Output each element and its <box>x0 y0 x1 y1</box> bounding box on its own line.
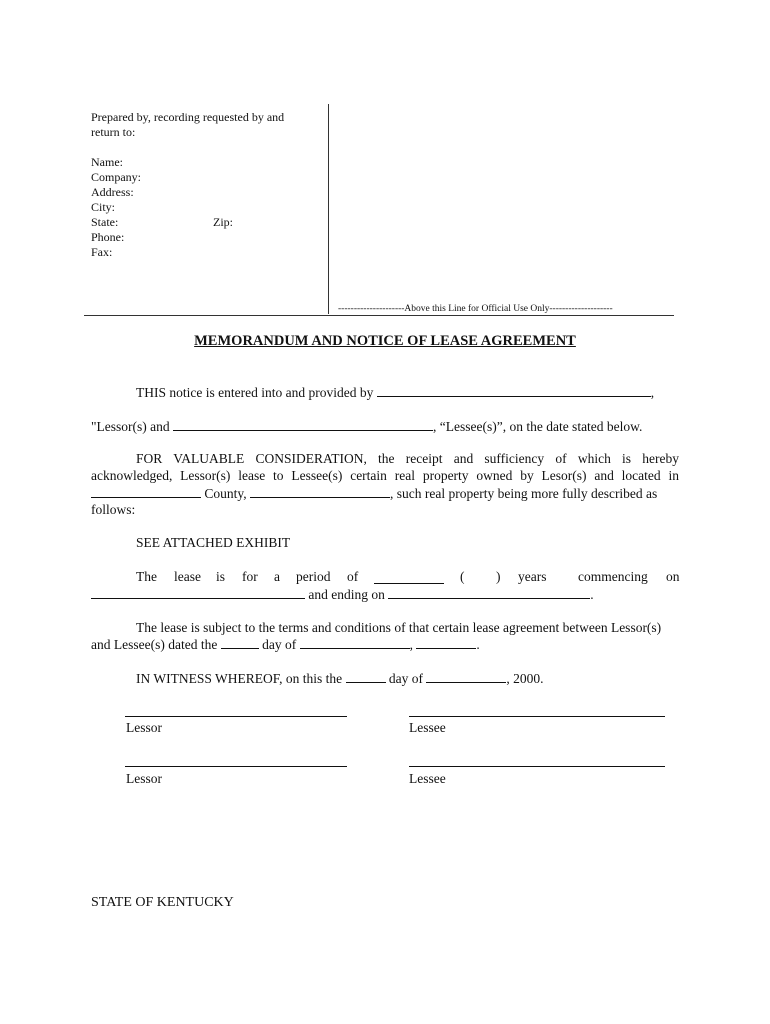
period-word-the: The <box>136 569 157 584</box>
witness-text: IN WITNESS WHEREOF, on this the <box>136 671 343 686</box>
period-word-for: for <box>242 569 258 584</box>
see-attached-exhibit: SEE ATTACHED EXHIBIT <box>136 535 291 550</box>
field-zip-label: Zip: <box>213 215 233 229</box>
witness-line <box>136 670 544 687</box>
county-label: County, <box>204 486 247 501</box>
lessor-label-1: Lessor <box>126 720 162 735</box>
lessor-text: "Lessor(s) and <box>91 419 170 434</box>
consideration-line-3 <box>91 485 657 502</box>
period-word-is: is <box>216 569 226 584</box>
lessee-signature-line-2[interactable] <box>409 766 665 767</box>
lessor-name-blank[interactable] <box>377 384 651 397</box>
consideration-line-4: follows: <box>91 502 136 517</box>
header-divider-horizontal <box>84 315 674 316</box>
period-word-period: period <box>296 569 331 584</box>
period-on: on <box>666 569 680 584</box>
prepared-by-line-2: return to: <box>91 125 136 139</box>
state-heading: STATE OF KENTUCKY <box>91 895 234 910</box>
lessor-signature-line-1[interactable] <box>125 716 347 717</box>
notice-text: THIS notice is entered into and provided by <box>136 385 374 400</box>
lessee-text: , “Lessee(s)”, on the date stated below. <box>433 419 643 434</box>
field-address-label: Address: <box>91 185 134 199</box>
prepared-by-line-1: Prepared by, recording requested by and <box>91 110 285 124</box>
field-name-label: Name: <box>91 155 123 169</box>
field-city-label: City: <box>91 200 116 214</box>
commencing-date-blank[interactable] <box>91 586 305 599</box>
subject-line-2 <box>91 636 480 653</box>
notice-line <box>136 384 654 401</box>
consideration-line-1: FOR VALUABLE CONSIDERATION, the receipt and sufficiency of which is hereby <box>136 451 679 466</box>
county-blank[interactable] <box>91 485 201 498</box>
period-word-of: of <box>347 569 359 584</box>
consideration-line-3-text: , such real property being more fully described as <box>390 486 658 501</box>
subject-period: . <box>476 637 480 652</box>
field-fax-label: Fax: <box>91 245 113 259</box>
witness-month-blank[interactable] <box>426 670 506 683</box>
witness-year: , 2000. <box>506 671 544 686</box>
period-paren-open: ( <box>460 569 465 584</box>
subject-day-of: day of <box>262 637 297 652</box>
period-commencing: commencing <box>578 569 648 584</box>
lessee-label-2: Lessee <box>409 771 446 786</box>
period-word-lease: lease <box>174 569 201 584</box>
witness-day-of: day of <box>388 671 424 686</box>
subject-dated-text: and Lessee(s) dated the <box>91 637 218 652</box>
document-title: MEMORANDUM AND NOTICE OF LEASE AGREEMENT <box>194 333 576 349</box>
ending-date-blank[interactable] <box>388 586 590 599</box>
lessor-signature-line-2[interactable] <box>125 766 347 767</box>
official-use-notice: ---------------------Above this Line for Official Use Only-------------------- <box>338 304 613 314</box>
lessee-label-1: Lessee <box>409 720 446 735</box>
period-length-blank[interactable] <box>374 571 444 584</box>
agreement-month-blank[interactable] <box>300 636 410 649</box>
period-years: years <box>518 569 547 584</box>
subject-line-1: The lease is subject to the terms and conditions of that certain lease agreement between Lessor(s) <box>136 620 662 635</box>
ending-period: . <box>590 587 594 602</box>
witness-day-blank[interactable] <box>346 670 386 683</box>
period-paren-close: ) <box>496 569 501 584</box>
lessor-label-2: Lessor <box>126 771 162 786</box>
agreement-year-blank[interactable] <box>416 636 476 649</box>
header-divider-vertical <box>328 104 329 314</box>
consideration-line-2: acknowledged, Lessor(s) lease to Lessee(s) certain real property owned by Lesor(s) and located in <box>91 468 679 483</box>
field-state-label: State: <box>91 215 119 229</box>
lessor-lessee-line <box>91 418 642 435</box>
lessee-signature-line-1[interactable] <box>409 716 665 717</box>
subject-comma: , <box>409 637 413 652</box>
ending-text: and ending on <box>308 587 385 602</box>
lessee-name-blank[interactable] <box>173 418 433 431</box>
field-company-label: Company: <box>91 170 141 184</box>
prepared-by-block <box>91 110 284 260</box>
field-phone-label: Phone: <box>91 230 125 244</box>
notice-comma: , <box>650 385 655 400</box>
ending-line <box>91 586 594 603</box>
period-word-a: a <box>274 569 280 584</box>
city-blank[interactable] <box>250 485 390 498</box>
agreement-day-blank[interactable] <box>221 636 259 649</box>
